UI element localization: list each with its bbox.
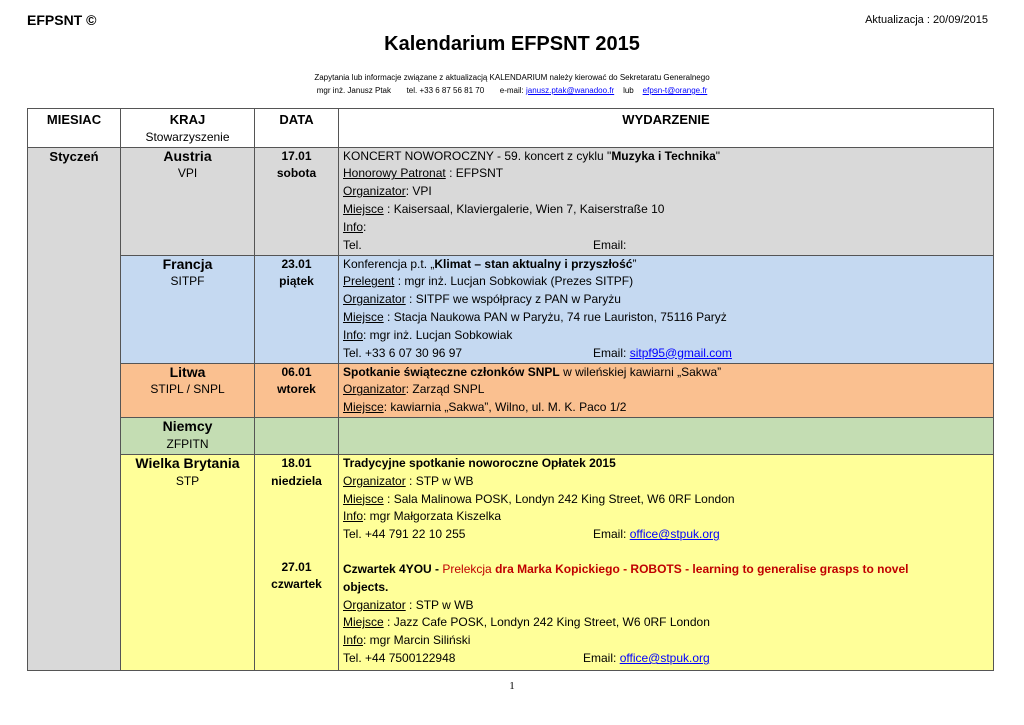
header-left: EFPSNT © [27, 12, 97, 28]
month-cell: Styczeń [28, 147, 121, 670]
col-header-miesiac: MIESIAC [28, 109, 121, 148]
event-organizer: Organizator : SITPF we współpracy z PAN w Paryżu [343, 292, 621, 307]
event-contact: Tel. +33 6 07 30 96 97 Email: sitpf95@gmail.com [343, 345, 732, 360]
calendar-table [27, 108, 994, 671]
event-day: sobota [276, 166, 317, 181]
table-row [28, 147, 994, 255]
table-row [28, 363, 994, 417]
event-date: 06.01 [281, 364, 312, 379]
event-organizer: Organizator: Zarząd SNPL [343, 382, 485, 397]
country-name: Austria [163, 147, 212, 164]
kraj-sublabel: Stowarzyszenie [145, 129, 230, 144]
event-day-2: czwartek [271, 577, 322, 592]
country-name: Niemcy [162, 417, 213, 434]
page-title: Kalendarium EFPSNT 2015 [384, 33, 640, 55]
contact-line [0, 86, 1024, 95]
event-cell [339, 363, 994, 417]
event-organizer-2: Organizator : STP w WB [343, 597, 474, 612]
subtitle-info: Zapytania lub informacje związane z aktualizacją KALENDARIUM należy kierować do Sekretaratu Generalnego [314, 73, 710, 82]
association-name: VPI [177, 166, 198, 181]
country-cell [121, 255, 255, 363]
event-date: 23.01 [281, 256, 312, 271]
association-name: STIPL / SNPL [150, 382, 225, 397]
update-date: Aktualizacja : 20/09/2015 [865, 14, 988, 26]
col-header-kraj [121, 109, 255, 148]
event-date: 17.01 [281, 148, 312, 163]
event-speaker: Prelegent : mgr inż. Lucjan Sobkowiak (Prezes SITPF) [343, 274, 634, 289]
event-title: Konferencja p.t. „Klimat – stan aktualny i przyszłość” [343, 256, 637, 271]
table-row [28, 255, 994, 363]
table-row [28, 454, 994, 670]
event-day: piątek [279, 274, 314, 289]
event-place: Miejsce : Sala Malinowa POSK, Londyn 242 King Street, W6 0RF London [343, 491, 735, 506]
association-name: ZFPITN [166, 436, 209, 451]
email-link[interactable]: office@stpuk.org [629, 527, 720, 542]
date-cell [255, 363, 339, 417]
date-cell [255, 147, 339, 255]
country-cell [121, 363, 255, 417]
contact-tel: tel. +33 6 87 56 81 70 [406, 86, 485, 95]
event-date: 18.01 [281, 455, 312, 470]
contact-name: mgr inż. Janusz Ptak [316, 86, 391, 95]
date-cell [255, 255, 339, 363]
email-link-2[interactable]: office@stpuk.org [619, 650, 710, 665]
event-cell [339, 255, 994, 363]
event-organizer: Organizator: VPI [343, 184, 432, 199]
country-cell [121, 147, 255, 255]
event-day: wtorek [277, 382, 316, 397]
event-title-2-cont: objects. [343, 579, 389, 594]
event-info: Info: [343, 219, 367, 234]
country-cell [121, 417, 255, 454]
event-place-2: Miejsce : Jazz Cafe POSK, Londyn 242 King Street, W6 0RF London [343, 615, 710, 630]
event-patronage: Honorowy Patronat : EFPSNT [343, 166, 504, 181]
event-date-2: 27.01 [281, 559, 312, 574]
event-info-2: Info: mgr Marcin Siliński [343, 633, 471, 648]
event-title: Tradycyjne spotkanie noworoczne Opłatek 2015 [343, 455, 616, 470]
table-row [28, 417, 994, 454]
event-title: KONCERT NOWOROCZNY - 59. koncert z cyklu "Muzyka i Technika" [343, 148, 721, 163]
header-row [28, 109, 994, 148]
event-contact: Tel. Email: [343, 237, 627, 252]
event-title: Spotkanie świąteczne członków SNPL w wileńskiej kawiarni „Sakwa” [343, 364, 722, 379]
kraj-label: KRAJ [169, 112, 206, 127]
contact-or: lub [623, 86, 634, 95]
event-day: niedziela [271, 473, 322, 488]
association-name: STP [175, 473, 200, 488]
event-title-2: Czwartek 4YOU - Prelekcja dra Marka Kopickiego - ROBOTS - learning to generalise grasps to novel [343, 561, 909, 576]
event-cell [339, 454, 994, 670]
date-cell [255, 454, 339, 670]
event-contact: Tel. +44 791 22 10 255 Email: office@stpuk.org [343, 527, 720, 542]
event-place: Miejsce : Stacja Naukowa PAN w Paryżu, 74 rue Lauriston, 75116 Paryż [343, 309, 727, 324]
event-contact-2: Tel. +44 7500122948 Email: office@stpuk.org [343, 650, 710, 665]
country-name: Wielka Brytania [135, 454, 240, 471]
col-header-data: DATA [255, 109, 339, 148]
country-name: Francja [162, 255, 213, 272]
contact-email-label: e-mail: [499, 86, 524, 95]
event-place: Miejsce : Kaisersaal, Klaviergalerie, Wien 7, Kaiserstraße 10 [343, 201, 665, 216]
event-cell [339, 147, 994, 255]
date-cell [255, 417, 339, 454]
page-number: 1 [509, 680, 515, 692]
country-name: Litwa [169, 363, 206, 380]
col-header-wydarzenie: WYDARZENIE [339, 109, 994, 148]
event-cell [339, 417, 994, 454]
event-info: Info: mgr inż. Lucjan Sobkowiak [343, 327, 513, 342]
event-organizer: Organizator : STP w WB [343, 473, 474, 488]
event-place: Miejsce: kawiarnia „Sakwa”, Wilno, ul. M. K. Paco 1/2 [343, 400, 627, 415]
contact-email-link-1[interactable]: janusz.ptak@wanadoo.fr [526, 86, 615, 95]
event-info: Info: mgr Małgorzata Kiszelka [343, 509, 502, 524]
country-cell [121, 454, 255, 670]
association-name: SITPF [170, 274, 205, 289]
contact-email-link-2[interactable]: efpsn-t@orange.fr [642, 86, 708, 95]
email-link[interactable]: sitpf95@gmail.com [629, 345, 732, 360]
